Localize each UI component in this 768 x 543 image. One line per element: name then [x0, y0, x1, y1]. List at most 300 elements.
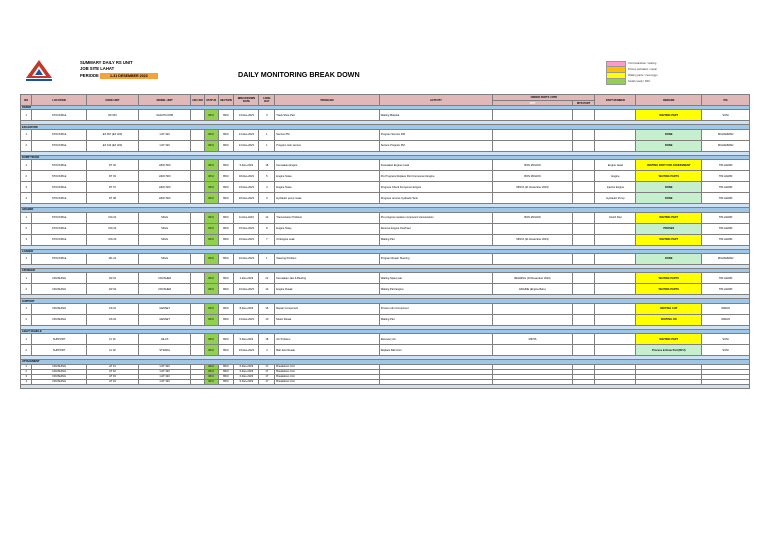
table-row[interactable]	[21, 129, 750, 140]
cell-code: DT 03	[86, 171, 138, 182]
cell-pn: Engine	[595, 171, 636, 182]
cell-problem: Mesin Rusak	[275, 314, 379, 325]
cell-loc: STOCKPILE	[32, 171, 87, 182]
table-row[interactable]	[21, 212, 750, 223]
cell-model: HINO 500	[139, 193, 191, 204]
cell-problem: Steering Problem	[275, 253, 379, 264]
cell-no: 1	[21, 273, 32, 284]
cell-day: 15	[259, 303, 275, 314]
cell-no: 3	[21, 374, 32, 379]
cell-hm	[191, 193, 205, 204]
cell-code: WL 01	[86, 253, 138, 264]
cell-status: RFU	[204, 253, 218, 264]
cell-day: 17	[259, 379, 275, 384]
column-header: HM / KM	[191, 95, 205, 106]
cell-loc: STOCKPILE	[32, 110, 87, 121]
cell-model: CAT 320	[139, 364, 191, 369]
section-title: ATTACHMENT	[21, 360, 750, 364]
cell-no: 1	[21, 364, 32, 369]
cell-pic	[572, 140, 595, 151]
cell-status: RFU	[204, 193, 218, 204]
section-title: CRUSHER	[21, 268, 750, 272]
cell-hm	[191, 234, 205, 245]
cell-status: RFU	[204, 314, 218, 325]
cell-mtd	[493, 110, 572, 121]
cell-status: RFU	[204, 171, 218, 182]
cell-model: GENSET	[139, 303, 191, 314]
legend-item	[606, 61, 756, 67]
cell-date: 6-Des-2023	[234, 374, 259, 379]
cell-pn	[595, 223, 636, 234]
cell-remark: WAITING ON	[636, 314, 702, 325]
cell-loc: STOCKPILE	[32, 253, 87, 264]
cell-loc: CRUSHING	[32, 314, 87, 325]
cell-pic	[572, 273, 595, 284]
cell-status: RFU	[204, 284, 218, 295]
cell-mtd	[493, 140, 572, 151]
cell-loc: CRUSHING	[32, 379, 87, 384]
cell-problem: Breakdown Unit	[275, 364, 379, 369]
cell-activity: Proses rutin Component	[379, 303, 493, 314]
cell-model: HILUX	[139, 334, 191, 345]
cell-hm	[191, 334, 205, 345]
cell-mtd: MINTA (21 Desember 2023)	[493, 234, 572, 245]
legend-label: Proses perbaikan / repair	[628, 68, 657, 72]
cell-no: 2	[21, 171, 32, 182]
cell-no: 1	[21, 129, 32, 140]
cell-activity: Waiting Part	[379, 234, 493, 245]
cell-pic2: TIM HAMDI	[702, 193, 750, 204]
cell-day: 4	[259, 345, 275, 356]
column-header-mtd: ORDER PARTS / MTD	[493, 95, 595, 101]
cell-sec: BDU	[218, 369, 234, 374]
cell-pic2: TIM HAMDI	[702, 223, 750, 234]
cell-activity: Progress remove hydraulic Tank	[379, 193, 493, 204]
cell-mtd	[493, 345, 572, 356]
column-header: NO	[21, 95, 32, 106]
cell-remark: DONE	[636, 129, 702, 140]
cell-hm	[191, 303, 205, 314]
cell-pic	[572, 253, 595, 264]
cell-remark: WAITING PART FOR ASSESSMENT	[636, 160, 702, 171]
cell-model: CRUSHER	[139, 273, 191, 284]
cell-problem: AC Problem	[275, 334, 379, 345]
table-row[interactable]	[21, 140, 750, 151]
page-title: DAILY MONITORING BREAK DOWN	[238, 70, 360, 79]
cell-sec: BDU	[218, 284, 234, 295]
cell-loc: STOCKPILE	[32, 223, 87, 234]
section-title: GRADER	[21, 208, 750, 212]
cell-code: GS 01	[86, 303, 138, 314]
cell-pic	[572, 182, 595, 193]
cell-problem: Breakdown Unit	[275, 379, 379, 384]
cell-date: 15-Des-2023	[234, 223, 259, 234]
cell-no: 1	[21, 160, 32, 171]
cell-hm	[191, 345, 205, 356]
cell-problem: Breakdown Unit	[275, 369, 379, 374]
column-header: PROBLEM	[275, 95, 379, 106]
cell-day: 3	[259, 193, 275, 204]
table-row[interactable]	[21, 234, 750, 245]
cell-hm	[191, 212, 205, 223]
cell-status: RFU	[204, 345, 218, 356]
cell-code: DT 08	[86, 193, 138, 204]
cell-problem: Program rutin service	[275, 140, 379, 151]
cell-model: HINO 500	[139, 160, 191, 171]
table-row[interactable]	[21, 160, 750, 171]
cell-sec: BDU	[218, 129, 234, 140]
cell-remark: DONE	[636, 193, 702, 204]
cell-problem: Transmission Problem	[275, 212, 379, 223]
cell-no: 1	[21, 334, 32, 345]
table-row[interactable]	[21, 345, 750, 356]
cell-day: 18	[259, 334, 275, 345]
cell-activity: Service Program PM	[379, 140, 493, 151]
cell-activity: Pre Progress Replace Part Component Engine	[379, 171, 493, 182]
legend-label: Unit breakdown / waiting	[628, 62, 657, 66]
cell-sec: BDU	[218, 379, 234, 384]
cell-pic	[572, 314, 595, 325]
cell-day: 3	[259, 110, 275, 121]
cell-model: CAT 320	[139, 369, 191, 374]
cell-sec: BDU	[218, 193, 234, 204]
cell-pic2: SONI	[702, 110, 750, 121]
cell-remark: DONE	[636, 182, 702, 193]
cell-model: CAT 320	[139, 140, 191, 151]
cell-activity: Remove Engine Overhaul	[379, 223, 493, 234]
cell-pic	[572, 345, 595, 356]
cell-problem: Engine Noise	[275, 182, 379, 193]
table-row[interactable]	[21, 303, 750, 314]
cell-pic2: TIM HAMDI	[702, 212, 750, 223]
company-line-2: JOB SITE LAHAT	[80, 66, 115, 72]
cell-day: 17	[259, 374, 275, 379]
table-row[interactable]	[21, 193, 750, 204]
cell-day: 18	[259, 160, 275, 171]
table-row[interactable]	[21, 110, 750, 121]
cell-model: SHANTUI D85	[139, 110, 191, 121]
cell-model: HINO 500	[139, 171, 191, 182]
cell-pn: Injector Engine	[595, 182, 636, 193]
cell-no: 2	[21, 369, 32, 374]
cell-pn: Clutch Disc	[595, 212, 636, 223]
spacer-row	[21, 384, 750, 388]
cell-sec: BDU	[218, 334, 234, 345]
section-title: LIGHT VEHICLE	[21, 329, 750, 333]
cell-loc: CRUSHING	[32, 284, 87, 295]
cell-status: RFU	[204, 334, 218, 345]
section-title: DOZER	[21, 106, 750, 110]
cell-no: 4	[21, 193, 32, 204]
column-header: ACTIVITY	[379, 95, 493, 106]
cell-day: 7	[259, 234, 275, 245]
cell-pn: Hydraulic Pump	[595, 193, 636, 204]
cell-mtd	[493, 303, 572, 314]
cell-problem: Repair Component	[275, 303, 379, 314]
cell-sec: BDU	[218, 182, 234, 193]
cell-mtd: BON MOHON	[493, 160, 572, 171]
column-header: SECTION	[218, 95, 234, 106]
cell-mtd	[493, 253, 572, 264]
cell-code: AT 04	[86, 379, 138, 384]
cell-day: 22	[259, 273, 275, 284]
cell-loc: CRUSHING	[32, 374, 87, 379]
company-line-3: PERIODE 1-31 DESEMBER 2023	[80, 73, 158, 79]
cell-hm	[191, 160, 205, 171]
cell-model: SDLG	[139, 223, 191, 234]
cell-mtd: MINTA	[493, 334, 572, 345]
cell-activity: Pre progress replace component transmission	[379, 212, 493, 223]
cell-no: 2	[21, 140, 32, 151]
cell-code: DT 07	[86, 182, 138, 193]
cell-date: 8-Des-2023	[234, 303, 259, 314]
table-row[interactable]	[21, 253, 750, 264]
column-header: PIC	[702, 95, 750, 106]
table-row[interactable]	[21, 223, 750, 234]
company-logo-icon	[22, 58, 56, 84]
cell-loc: STOCKPILE	[32, 212, 87, 223]
cell-activity: Kerusakan Engine rusak	[379, 160, 493, 171]
column-header: LONG DAY	[259, 95, 275, 106]
cell-pic2: IRWAN	[702, 303, 750, 314]
cell-status: RFU	[204, 129, 218, 140]
cell-sec: BDU	[218, 253, 234, 264]
cell-problem: Hydraulic pump rusak	[275, 193, 379, 204]
cell-status: RFU	[204, 223, 218, 234]
cell-status: RFU	[204, 140, 218, 151]
cell-date: 16-Des-2023	[234, 234, 259, 245]
cell-date: 6-Des-2023	[234, 379, 259, 384]
cell-status: RFU	[204, 374, 218, 379]
cell-pic	[572, 234, 595, 245]
cell-pic2: SONI	[702, 334, 750, 345]
cell-hm	[191, 314, 205, 325]
cell-sec: BDU	[218, 345, 234, 356]
section-title: LOADER	[21, 249, 750, 253]
cell-day: 17	[259, 364, 275, 369]
cell-hm	[191, 140, 205, 151]
cell-pic2: TIM HAMDI	[702, 171, 750, 182]
cell-pic	[572, 171, 595, 182]
cell-code: MG 02	[86, 223, 138, 234]
cell-model: SDLG	[139, 253, 191, 264]
cell-code: GS 02	[86, 314, 138, 325]
cell-pic2: TIM HAMDI	[702, 284, 750, 295]
cell-no: 2	[21, 284, 32, 295]
cell-no: 1	[21, 253, 32, 264]
cell-pic2: IRWAN	[702, 314, 750, 325]
cell-sec: BDU	[218, 140, 234, 151]
cell-no: 2	[21, 345, 32, 356]
table-row[interactable]	[21, 284, 750, 295]
cell-status: RFU	[204, 379, 218, 384]
table-row[interactable]	[21, 171, 750, 182]
cell-activity: Progress Check Komponen Engine	[379, 182, 493, 193]
cell-sec: BDU	[218, 160, 234, 171]
cell-mtd: ENGINE (Engine Baru)	[493, 284, 572, 295]
cell-loc: CRUSHING	[32, 364, 87, 369]
cell-status: RFU	[204, 303, 218, 314]
cell-date: 19-Des-2023	[234, 182, 259, 193]
cell-pic	[572, 160, 595, 171]
company-line-1: SUMMARY DAILY RS UNIT	[80, 60, 133, 65]
cell-problem: Track Shoe Part	[275, 110, 379, 121]
cell-pn: Engine Head	[595, 160, 636, 171]
cell-pic2: TIM HAMDI	[702, 273, 750, 284]
cell-status: RFU	[204, 182, 218, 193]
cell-no: 1	[21, 303, 32, 314]
cell-mtd: BON MOHON	[493, 171, 572, 182]
cell-problem: Engine Rusak	[275, 284, 379, 295]
cell-pn	[595, 110, 636, 121]
cell-date: 18-Des-2023	[234, 171, 259, 182]
cell-pn	[595, 234, 636, 245]
cell-pic2: SONI	[702, 345, 750, 356]
cell-loc: STOCKPILE	[32, 193, 87, 204]
table-row[interactable]	[21, 182, 750, 193]
cell-loc: CRUSHING	[32, 273, 87, 284]
cell-model: SDLG	[139, 212, 191, 223]
cell-activity: Recovery AC	[379, 334, 493, 345]
cell-status: RFU	[204, 234, 218, 245]
cell-sec: BDU	[218, 223, 234, 234]
cell-code: LV 01	[86, 334, 138, 345]
cell-problem: Ball Joint Rusak	[275, 345, 379, 356]
cell-problem: Engine Noisy	[275, 223, 379, 234]
cell-hm	[191, 253, 205, 264]
column-subheader: MTD	[493, 101, 572, 106]
column-header: REMARK	[636, 95, 702, 106]
cell-activity: Replace Ball Joint	[379, 345, 493, 356]
cell-remark: WAITING PART	[636, 234, 702, 245]
cell-sec: BDU	[218, 171, 234, 182]
cell-date: 13-Des-2023	[234, 314, 259, 325]
cell-remark: WAITING PART	[636, 334, 702, 345]
cell-pic	[572, 334, 595, 345]
cell-date: 5-Des-2023	[234, 160, 259, 171]
cell-problem: Engine Noise	[275, 171, 379, 182]
cell-code: LV 02	[86, 345, 138, 356]
cell-sec: BDU	[218, 374, 234, 379]
cell-model: GENSET	[139, 314, 191, 325]
cell-model: CRUSHER	[139, 284, 191, 295]
cell-pic	[572, 110, 595, 121]
column-header: PART NUMBER	[595, 95, 636, 106]
cell-no: 1	[21, 110, 32, 121]
cell-pic	[572, 284, 595, 295]
cell-hm	[191, 223, 205, 234]
cell-problem: Oil Engine Leak	[275, 234, 379, 245]
cell-problem: Kerusakan Engine	[275, 160, 379, 171]
cell-remark: WAITING PART	[636, 110, 702, 121]
cell-day: 1	[259, 253, 275, 264]
cell-pn	[595, 334, 636, 345]
cell-loc: CRUSHING	[32, 369, 87, 374]
cell-mtd: BEARING (19 Desember 2023)	[493, 273, 572, 284]
cell-day: 1	[259, 140, 275, 151]
cell-no: 3	[21, 182, 32, 193]
cell-no: 1	[21, 212, 32, 223]
cell-remark: WAITING PARTS	[636, 273, 702, 284]
cell-pic2: MUHAMMAD	[702, 140, 750, 151]
cell-code: AT 01	[86, 364, 138, 369]
cell-problem: Service PM	[275, 129, 379, 140]
cell-pn	[595, 314, 636, 325]
cell-day: 5	[259, 171, 275, 182]
cell-code: AT 02	[86, 369, 138, 374]
cell-day: 10	[259, 314, 275, 325]
company-block	[80, 60, 158, 79]
table-row[interactable]	[21, 314, 750, 325]
table-row[interactable]	[21, 334, 750, 345]
cell-sec: BDU	[218, 110, 234, 121]
cell-code: EX 007 (EX 320)	[86, 129, 138, 140]
legend-label: Sudah ready / RFU	[628, 79, 651, 83]
column-header: MODEL UNIT	[139, 95, 191, 106]
cell-mtd	[493, 314, 572, 325]
cell-hm	[191, 182, 205, 193]
cell-date: 21-Des-2023	[234, 140, 259, 151]
legend-item	[606, 73, 756, 79]
cell-problem: Kerusakan Jaw & Bearing	[275, 273, 379, 284]
cell-remark: PROSES	[636, 223, 702, 234]
table-row[interactable]	[21, 273, 750, 284]
cell-no: 3	[21, 234, 32, 245]
cell-hm	[191, 273, 205, 284]
cell-no: 4	[21, 379, 32, 384]
table-body	[21, 106, 750, 389]
cell-hm	[191, 171, 205, 182]
cell-model: HINO 500	[139, 182, 191, 193]
cell-pic2: TIM HAMDI	[702, 160, 750, 171]
cell-hm	[191, 284, 205, 295]
cell-model: SDLG	[139, 234, 191, 245]
cell-date: 19-Des-2023	[234, 345, 259, 356]
cell-day: 13	[259, 284, 275, 295]
cell-remark: WAITING CUP	[636, 303, 702, 314]
cell-no: 2	[21, 314, 32, 325]
cell-date: 20-Des-2023	[234, 193, 259, 204]
cell-problem: Breakdown Unit	[275, 374, 379, 379]
cell-loc: SUPPORT	[32, 345, 87, 356]
cell-loc: STOCKPILE	[32, 234, 87, 245]
cell-activity: Waiting Part	[379, 314, 493, 325]
cell-activity: Program Service 250	[379, 129, 493, 140]
cell-pic2: TIM HAMDI	[702, 182, 750, 193]
cell-hm	[191, 129, 205, 140]
cell-pic2: TIM HAMDI	[702, 234, 750, 245]
legend-item	[606, 67, 756, 73]
period-badge: 1-31 DESEMBER 2023	[100, 73, 158, 79]
cell-day: 8	[259, 223, 275, 234]
section-title: EXCAVATOR	[21, 125, 750, 129]
cell-pn	[595, 345, 636, 356]
cell-sec: BDU	[218, 212, 234, 223]
cell-pic	[572, 223, 595, 234]
cell-date: 6-Des-2023	[234, 364, 259, 369]
cell-model: CAT 320	[139, 129, 191, 140]
breakdown-table	[20, 94, 750, 389]
cell-remark: WAITING PARTS	[636, 171, 702, 182]
column-header: STATUS	[204, 95, 218, 106]
cell-mtd	[493, 193, 572, 204]
cell-date: 5-Des-2023	[234, 334, 259, 345]
cell-activity: Program Repair Steering	[379, 253, 493, 264]
cell-date: 10-Des-2023	[234, 284, 259, 295]
cell-loc: STOCKPILE	[32, 140, 87, 151]
cell-status: RFU	[204, 364, 218, 369]
cell-model: CAT 320	[139, 374, 191, 379]
